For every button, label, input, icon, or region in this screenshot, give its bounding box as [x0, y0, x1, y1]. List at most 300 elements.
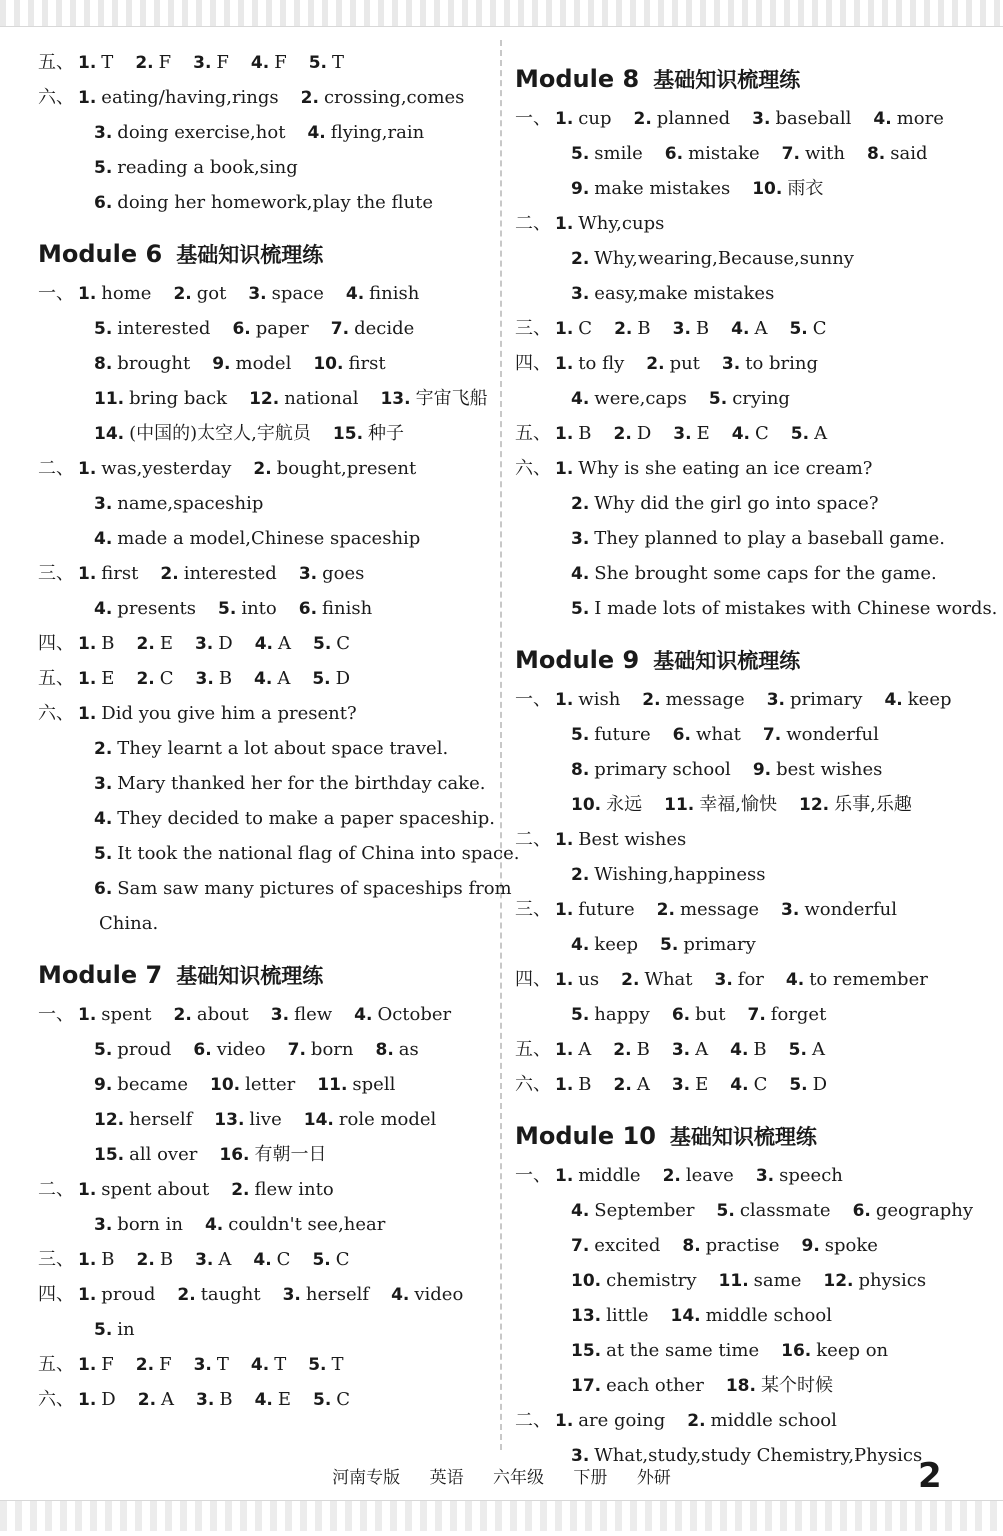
answer-item [78, 52, 113, 73]
item-number: 1. [78, 1355, 97, 1375]
answer-item [94, 1144, 197, 1165]
item-answer: C [578, 318, 593, 339]
item-number: 5. [708, 389, 728, 409]
item-answer: geography [875, 1200, 974, 1221]
item-answer: What [644, 969, 693, 990]
section-label [38, 871, 94, 906]
answer-item [138, 1389, 174, 1410]
right-column [515, 45, 998, 1473]
item-number: 1. [78, 459, 97, 479]
item-number: 6. [232, 319, 251, 339]
item-number: 4. [345, 284, 365, 304]
item-number: 13. [571, 1306, 602, 1326]
item-answer: chemistry [606, 1270, 697, 1291]
answer-item [78, 458, 231, 479]
answer-item [94, 1109, 192, 1130]
item-number: 3. [298, 564, 318, 584]
item-answer: flew [294, 1004, 333, 1025]
answer-line [38, 1277, 488, 1312]
item-number: 13. [214, 1110, 245, 1130]
answer-item [642, 689, 744, 710]
answer-item [571, 724, 651, 745]
item-answer: E [277, 1389, 291, 1410]
answer-item [555, 353, 624, 374]
item-number: 1. [555, 1166, 574, 1186]
answer-item [312, 1249, 349, 1270]
item-number: 1. [78, 669, 97, 689]
item-answer: Why is she eating an ice cream? [578, 458, 873, 479]
item-number: 3. [196, 1390, 215, 1410]
answer-line [515, 416, 985, 451]
item-answer: A [161, 1389, 175, 1410]
answer-line [38, 801, 496, 836]
answer-item [78, 1284, 155, 1305]
footer-grade: 六年级 [493, 1468, 544, 1488]
answer-item [753, 759, 883, 780]
item-answer: each other [606, 1375, 704, 1396]
answer-item [137, 633, 173, 654]
section-label: 六、 [38, 1389, 74, 1410]
section-label: 二、 [515, 1410, 551, 1431]
answer-line [38, 1312, 488, 1347]
item-answer: same [753, 1270, 802, 1291]
item-number: 1. [78, 564, 97, 584]
answer-line [38, 1102, 488, 1137]
item-number: 6. [94, 193, 113, 213]
item-answer: taught [200, 1284, 261, 1305]
item-number: 10. [571, 795, 602, 815]
item-number: 2. [231, 1180, 250, 1200]
answer-line [38, 1382, 488, 1417]
item-answer: 雨衣 [787, 178, 824, 199]
item-answer: C [336, 633, 351, 654]
item-answer: middle school [705, 1305, 832, 1326]
section-label [515, 521, 571, 556]
answer-item [789, 1039, 825, 1060]
item-number: 1. [555, 830, 574, 850]
item-number: 2. [160, 564, 179, 584]
item-answer: leave [685, 1165, 734, 1186]
answer-item [687, 1410, 837, 1431]
answer-item [571, 388, 687, 409]
answer-item [671, 1305, 832, 1326]
answer-item [317, 1074, 395, 1095]
item-answer: presents [117, 598, 197, 619]
item-number: 5. [94, 1320, 113, 1340]
section-label [515, 752, 571, 787]
section-label: 一、 [38, 1004, 74, 1025]
item-answer: finish [369, 283, 420, 304]
item-answer: to remember [809, 969, 928, 990]
answer-item [255, 1389, 291, 1410]
item-number: 1. [555, 970, 574, 990]
answer-item [673, 724, 741, 745]
answer-item [555, 1039, 591, 1060]
section-label: 三、 [38, 1249, 74, 1270]
item-answer: A [754, 318, 768, 339]
answer-item [94, 388, 227, 409]
answer-item [555, 969, 599, 990]
item-answer: T [216, 1354, 229, 1375]
answer-line [38, 346, 488, 381]
section-label [515, 787, 571, 822]
answer-line [38, 1242, 488, 1277]
item-number: 8. [682, 1236, 701, 1256]
item-answer: national [284, 388, 359, 409]
item-number: 5. [571, 144, 590, 164]
section-label [515, 1228, 571, 1263]
item-answer: 某个时候 [760, 1375, 833, 1396]
answer-item [94, 1319, 135, 1340]
item-number: 14. [670, 1306, 701, 1326]
item-answer: B [578, 1074, 592, 1095]
item-answer: C [755, 423, 769, 444]
item-number: 13. [380, 389, 411, 409]
item-number: 2. [177, 1285, 196, 1305]
item-answer: September [594, 1200, 695, 1221]
section-label: 二、 [515, 829, 551, 850]
item-number: 1. [78, 1180, 97, 1200]
item-answer: physics [858, 1270, 927, 1291]
item-number: 3. [714, 970, 733, 990]
item-answer: E [696, 423, 710, 444]
section-label [38, 416, 94, 451]
answer-item [94, 353, 190, 374]
page-number: 2 [918, 1456, 942, 1496]
item-answer: Did you give him a present? [101, 703, 357, 724]
item-answer: E [101, 668, 115, 689]
section-label: 六、 [515, 1074, 551, 1095]
item-number: 4. [254, 669, 273, 689]
item-number: 4. [250, 1355, 270, 1375]
section-label [38, 115, 94, 150]
answer-item [571, 1270, 697, 1291]
item-number: 1. [555, 1411, 574, 1431]
item-number: 7. [747, 1005, 766, 1025]
item-answer: but [695, 1004, 726, 1025]
item-answer: easy,make mistakes [594, 283, 775, 304]
section-label: 一、 [515, 689, 551, 710]
answer-item [732, 423, 769, 444]
item-answer: A [636, 1074, 650, 1095]
item-number: 3. [721, 354, 741, 374]
answer-item [232, 318, 308, 339]
item-number: 4. [571, 564, 590, 584]
item-number: 14. [303, 1110, 334, 1130]
answer-line [515, 311, 985, 346]
item-number: 1. [555, 319, 574, 339]
item-number: 3. [571, 529, 590, 549]
item-answer: wonderful [804, 899, 897, 920]
answer-item [288, 1039, 354, 1060]
item-number: 9. [752, 760, 772, 780]
item-answer: at the same time [606, 1340, 760, 1361]
item-answer: They decided to make a paper spaceship. [117, 808, 496, 829]
item-answer: message [665, 689, 745, 710]
item-number: 1. [78, 1005, 97, 1025]
answer-line [515, 1158, 985, 1193]
section-label [515, 1298, 571, 1333]
answer-line [38, 150, 488, 185]
item-answer: what [695, 724, 741, 745]
item-answer: couldn't see,hear [228, 1214, 386, 1235]
item-number: 7. [330, 319, 350, 339]
module-subtitle: 基础知识梳理练 [176, 243, 324, 267]
answer-item [614, 1074, 650, 1095]
section-label [38, 731, 94, 766]
answer-item [673, 423, 709, 444]
module-title: Module 8 [515, 65, 640, 93]
column-divider [500, 40, 502, 1450]
answer-item [789, 1074, 827, 1095]
answer-item [194, 1354, 229, 1375]
item-number: 4. [94, 529, 113, 549]
answer-item [212, 353, 291, 374]
answer-item [313, 633, 350, 654]
answer-item [791, 423, 827, 444]
answer-item [660, 934, 756, 955]
item-number: 4. [253, 1250, 272, 1270]
answer-item [205, 1214, 385, 1235]
answer-item [94, 1074, 188, 1095]
item-answer: little [606, 1305, 649, 1326]
item-number: 3. [282, 1285, 301, 1305]
section-label [515, 136, 571, 171]
item-answer: D [101, 1389, 116, 1410]
answer-item [555, 1410, 665, 1431]
item-answer: spell [352, 1074, 396, 1095]
item-answer: crying [732, 388, 790, 409]
item-number: 5. [94, 1040, 113, 1060]
answer-item [94, 843, 520, 864]
item-number: 5. [789, 319, 808, 339]
answer-item [94, 598, 196, 619]
answer-item [380, 388, 487, 409]
item-number: 11. [664, 795, 695, 815]
item-number: 2. [662, 1166, 681, 1186]
footer-publisher: 外研 [636, 1468, 671, 1488]
item-number: 4. [354, 1005, 373, 1025]
answer-item [571, 1200, 695, 1221]
item-answer: eating/having,rings [101, 87, 279, 108]
item-number: 1. [555, 1075, 574, 1095]
answer-line [515, 1032, 985, 1067]
answer-item [312, 668, 350, 689]
answer-line [38, 80, 488, 115]
section-label: 五、 [38, 1354, 74, 1375]
section-label [38, 766, 94, 801]
item-answer: forget [770, 1004, 827, 1025]
item-answer: E [695, 1074, 709, 1095]
answer-item [571, 1340, 759, 1361]
section-label [38, 906, 94, 941]
item-number: 3. [571, 1446, 590, 1466]
section-label [38, 150, 94, 185]
item-answer: goes [322, 563, 365, 584]
item-answer: spoke [824, 1235, 878, 1256]
item-answer: to fly [578, 353, 625, 374]
item-answer: primary [790, 689, 863, 710]
answer-item [219, 1144, 326, 1165]
item-answer: B [578, 423, 592, 444]
item-number: 6. [672, 725, 691, 745]
item-answer: F [158, 52, 172, 73]
answer-line [38, 185, 488, 220]
section-label [38, 836, 94, 871]
item-number: 8. [94, 354, 113, 374]
top-decoration [0, 0, 1003, 27]
item-number: 3. [194, 634, 214, 654]
answer-item [719, 1270, 802, 1291]
answer-item [94, 913, 158, 934]
answer-item [391, 1284, 463, 1305]
answer-item [571, 598, 997, 619]
answer-line [38, 1172, 488, 1207]
answer-item [614, 423, 652, 444]
item-number: 4. [254, 1390, 273, 1410]
answer-item [673, 318, 710, 339]
item-number: 5. [571, 599, 590, 619]
answer-line [515, 101, 985, 136]
item-number: 5. [94, 158, 113, 178]
item-number: 3. [94, 774, 113, 794]
item-number: 4. [730, 1075, 749, 1095]
item-number: 5. [308, 53, 327, 73]
item-number: 4. [250, 53, 270, 73]
item-number: 4. [307, 123, 326, 143]
item-number: 1. [555, 354, 574, 374]
answer-line [515, 381, 985, 416]
item-number: 1. [555, 1040, 574, 1060]
item-number: 4. [571, 389, 590, 409]
item-number: 7. [781, 144, 800, 164]
answer-line [515, 486, 985, 521]
answer-item [672, 1039, 708, 1060]
answer-item [94, 423, 311, 444]
answer-item [313, 353, 385, 374]
answer-line [38, 731, 488, 766]
item-answer: F [216, 52, 229, 73]
item-number: 9. [571, 179, 590, 199]
answer-item [571, 143, 643, 164]
answer-item [354, 1004, 451, 1025]
item-answer: are going [578, 1410, 666, 1431]
item-number: 2. [633, 109, 652, 129]
item-number: 3. [672, 319, 691, 339]
item-answer: 有朝一日 [254, 1144, 327, 1165]
item-number: 5. [790, 424, 810, 444]
item-answer: 幸福,愉快 [699, 794, 777, 815]
answer-item [307, 122, 424, 143]
item-answer: B [753, 1039, 767, 1060]
item-answer: planned [656, 108, 731, 129]
item-number: 3. [671, 1075, 691, 1095]
answer-item [94, 122, 285, 143]
item-number: 2. [173, 284, 192, 304]
answer-item [571, 759, 731, 780]
item-answer: middle school [710, 1410, 837, 1431]
item-number: 5. [571, 725, 590, 745]
item-number: 6. [664, 144, 684, 164]
answer-item [94, 738, 448, 759]
item-number: 4. [884, 690, 903, 710]
item-number: 4. [785, 970, 805, 990]
item-answer: October [377, 1004, 452, 1025]
item-number: 3. [571, 284, 590, 304]
item-number: 1. [78, 1390, 97, 1410]
answer-item [634, 108, 731, 129]
item-number: 2. [613, 1075, 632, 1095]
module-heading [515, 638, 985, 682]
answer-item [621, 969, 692, 990]
item-number: 6. [671, 1005, 691, 1025]
item-answer: as [398, 1039, 419, 1060]
section-label [38, 1032, 94, 1067]
answer-item [555, 213, 664, 234]
item-answer: put [669, 353, 700, 374]
answer-item [78, 703, 357, 724]
answer-line [515, 556, 985, 591]
item-answer: D [812, 1074, 828, 1095]
item-number: 3. [766, 690, 785, 710]
answer-item [78, 563, 138, 584]
answer-item [160, 563, 276, 584]
answer-item [255, 633, 291, 654]
answer-line [515, 717, 985, 752]
item-number: 4. [731, 319, 750, 339]
item-number: 3. [193, 1355, 212, 1375]
answer-item [665, 143, 760, 164]
item-number: 2. [173, 1005, 192, 1025]
answer-item [331, 318, 414, 339]
answer-item [682, 1235, 779, 1256]
answer-line [38, 997, 488, 1032]
item-number: 1. [78, 284, 97, 304]
answer-item [94, 1214, 183, 1235]
answer-item [799, 794, 912, 815]
section-label: 二、 [515, 213, 551, 234]
item-answer: B [219, 1389, 233, 1410]
answer-line [515, 206, 985, 241]
item-number: 15. [94, 1145, 125, 1165]
item-answer: 永远 [606, 794, 643, 815]
item-number: 5. [94, 844, 113, 864]
item-number: 4. [94, 599, 113, 619]
answer-item [884, 689, 951, 710]
item-number: 5. [716, 1201, 735, 1221]
answer-item [781, 899, 897, 920]
answer-item [731, 318, 767, 339]
answer-item [248, 283, 324, 304]
section-label [515, 276, 571, 311]
section-label [515, 997, 571, 1032]
answer-item [756, 1165, 843, 1186]
section-label: 四、 [515, 969, 551, 990]
item-number: 8. [375, 1040, 394, 1060]
answer-item [730, 1074, 767, 1095]
section-label: 四、 [38, 633, 74, 654]
item-number: 1. [555, 214, 574, 234]
item-number: 4. [571, 935, 590, 955]
item-number: 10. [752, 179, 783, 199]
item-number: 10. [210, 1075, 241, 1095]
answer-item [78, 1249, 115, 1270]
item-answer: F [159, 1354, 172, 1375]
item-number: 5. [218, 599, 237, 619]
section-label [515, 1263, 571, 1298]
section-label: 三、 [515, 899, 551, 920]
left-column [38, 45, 520, 1417]
